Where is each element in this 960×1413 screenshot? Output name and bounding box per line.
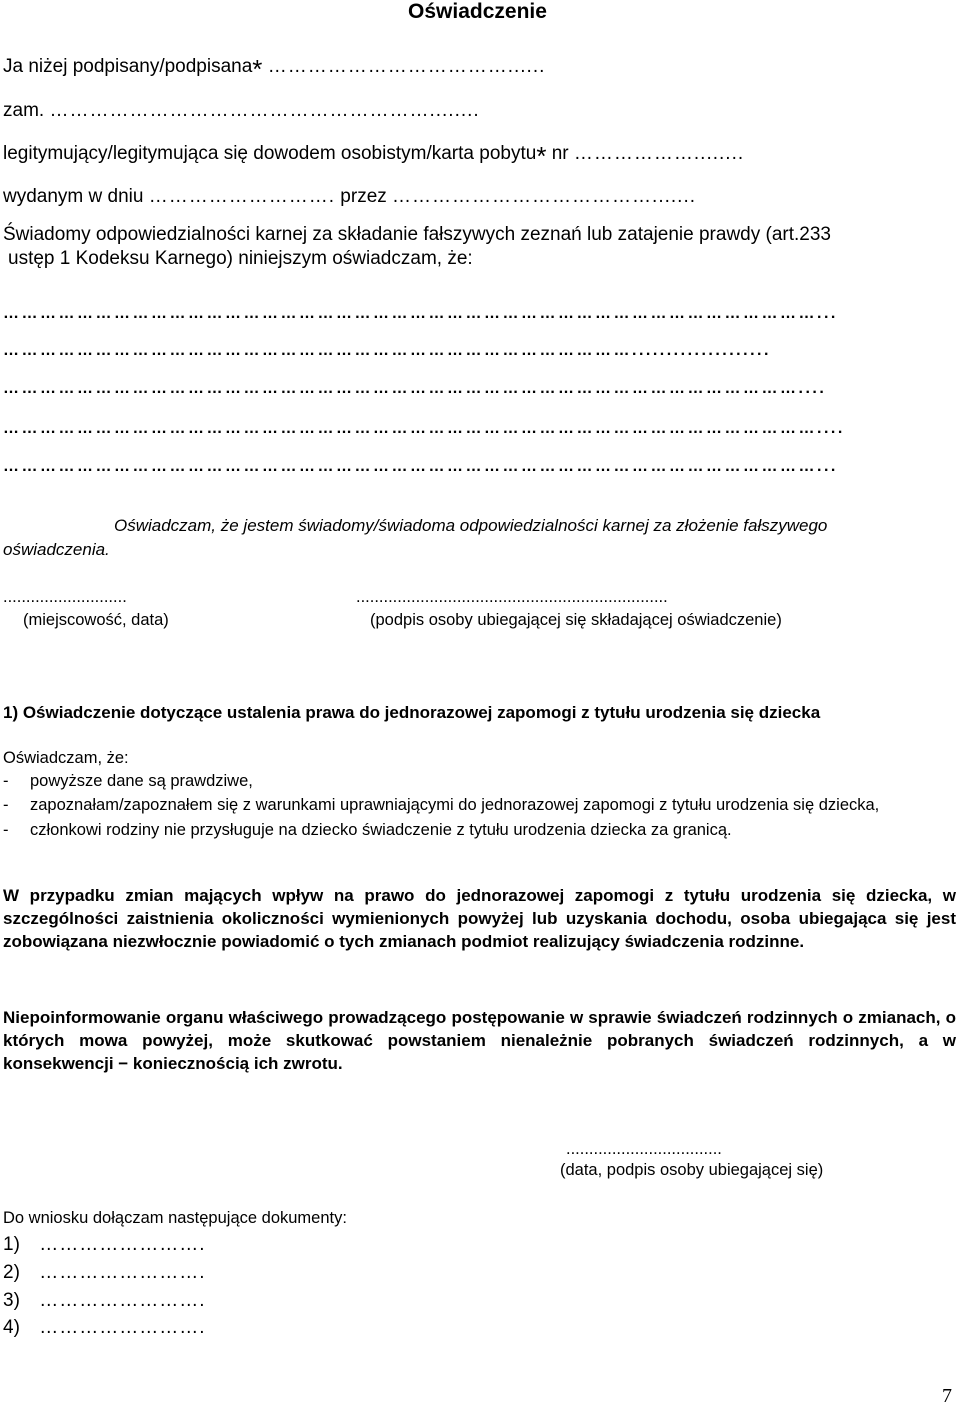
statement-line-2[interactable]: ………………………………………………………………………………………….................... [3,342,771,359]
liability-text-line2: ustęp 1 Kodeksu Karnego) niniejszym oświadczam, że: [8,248,473,269]
list-dash: - [3,772,9,790]
awareness-text-line1: Oświadczam, że jestem świadomy/świadoma odpowiedzialności karnej za złożenie fałszywego [114,516,828,535]
attachment-item-4 [3,1317,205,1339]
awareness-text-line2: oświadczenia. [3,540,110,559]
asterisk-mark: * [536,141,547,171]
place-date-label: (miejscowość, data) [23,611,169,629]
place-date-field[interactable]: ........................... [3,588,127,606]
attachment-field[interactable]: ……………………. [39,1262,206,1283]
declarant-name-line [3,54,546,84]
declarant-address-field[interactable]: …………………………………………………........ [49,100,480,121]
list-item [3,794,958,816]
section1-intro: Oświadczam, że: [3,749,129,767]
liability-text-line1: Świadomy odpowiedzialności karnej za składanie fałszywych zeznań lub zatajenie prawdy (art.233 [3,224,831,245]
date-signature-field[interactable]: .................................. [566,1140,722,1158]
attachment-number: 4) [3,1317,20,1338]
asterisk-mark: * [252,54,263,84]
list-item-text: członkowi rodziny nie przysługuje na dziecko świadczenie z tytułu urodzenia dziecka za granicą. [30,821,732,839]
issued-date-field[interactable]: ………………………. [148,186,336,207]
issued-by-label: przez [340,186,387,207]
statement-line-3[interactable]: ………………………………………………………………………………………………………………….... [3,380,827,397]
attachment-item-1 [3,1234,205,1256]
notice-consequences: Niepoinformowanie organu właściwego prowadzącego postępowanie w sprawie świadczeń rodzinnych o zmianach, o których mowa powyżej, może skutkować powstaniem nienależnie pobranych świadczeń rodzinnych, a w konsekwencji − koniecznością ich zwrotu. [3,1008,956,1073]
section1-heading: 1) Oświadczenie dotyczące ustalenia prawa do jednorazowej zapomogi z tytułu urodzenia się dziecka [3,703,821,722]
statement-line-1[interactable]: ……………………………………………………………………………………………………………………... [3,305,838,322]
attachment-number: 2) [3,1262,20,1283]
declarant-address-line [3,100,480,122]
notice-changes: W przypadku zmian mających wpływ na prawo do jednorazowej zapomogi z tytułu urodzenia się dziecka, w szczególności zaistnienia okoliczności wymienionych powyżej lub uzyskania dochodu, osoba ubiegająca się jest zobowiązana niezwłocznie powiadomić o tych zmianach podmiot realizujący świadczenia rodzinne. [3,886,956,951]
list-item-text: powyższe dane są prawdziwe, [30,772,253,790]
section1-list [3,770,958,841]
page-title: Oświadczenie [408,0,547,23]
declarant-name-label: Ja niżej podpisany/podpisana [3,56,253,77]
list-dash: - [3,796,9,814]
list-item [3,770,958,792]
list-item [3,819,958,841]
attachment-item-3 [3,1290,205,1312]
declarant-id-label: legitymujący/legitymująca się dowodem osobistym/karta pobytu [3,143,537,164]
declarant-id-number-field[interactable]: ………………........ [573,143,745,164]
attachment-field[interactable]: ……………………. [39,1290,206,1311]
attachment-item-2 [3,1262,205,1284]
attachment-number: 1) [3,1234,20,1255]
list-item-text: zapoznałam/zapoznałem się z warunkami uprawniającymi do jednorazowej zapomogi z tytułu urodzenia się dziecka, [30,796,880,814]
list-dash: - [3,821,9,839]
declarant-name-field[interactable]: ………………………………...... [267,56,546,77]
page-number: 7 [942,1385,952,1407]
applicant-signature-field[interactable]: .................................................................... [356,588,668,606]
attachments-heading: Do wniosku dołączam następujące dokumenty: [3,1209,347,1227]
statement-line-4[interactable]: …………………………………………………………………………………………………………………….... [3,420,845,437]
declarant-issued-line [3,186,696,208]
declarant-id-line [3,141,745,171]
date-signature-label: (data, podpis osoby ubiegającej się) [560,1161,824,1179]
declarant-id-number-label: nr [551,143,569,164]
applicant-signature-label: (podpis osoby ubiegającej się składającej oświadczenie) [370,611,782,629]
declarant-address-label: zam. [3,100,45,121]
issued-date-label: wydanym w dniu [3,186,144,207]
attachment-number: 3) [3,1290,20,1311]
statement-line-5[interactable]: ……………………………………………………………………………………………………………………... [3,458,838,475]
attachment-field[interactable]: ……………………. [39,1234,206,1255]
issued-by-field[interactable]: …………………………………....... [392,186,696,207]
attachment-field[interactable]: ……………………. [39,1317,206,1338]
